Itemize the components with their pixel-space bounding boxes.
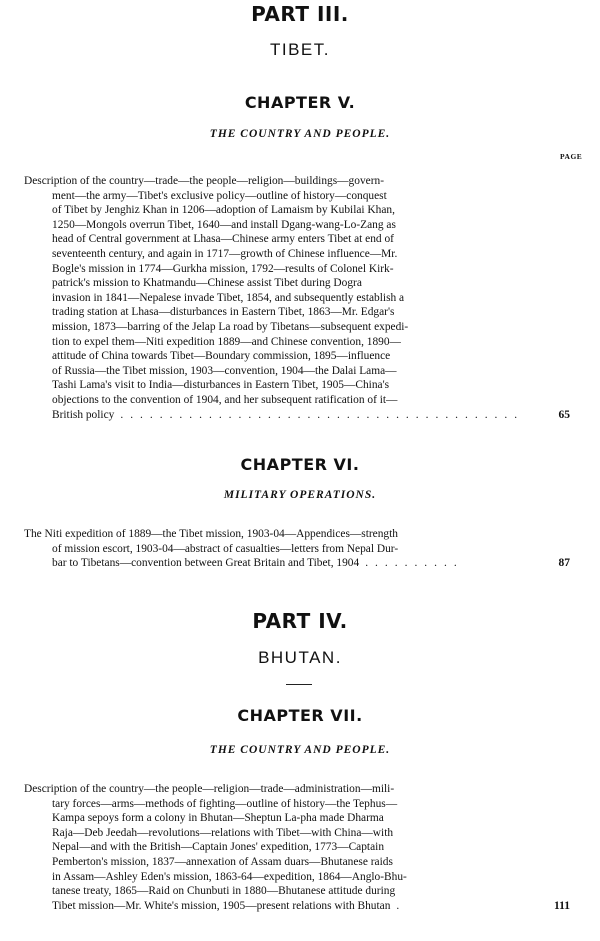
content-line: Tashi Lama's visit to India—disturbances in Eastern Tibet, 1905—China's xyxy=(52,379,390,392)
chapter-vii-contents xyxy=(24,782,570,913)
content-line: patrick's mission to Khatmandu—Chinese assist Tibet during Dogra xyxy=(52,277,362,290)
section-divider xyxy=(286,684,312,685)
chapter-vi-page-number: 87 xyxy=(558,557,570,570)
content-line: 1250—Mongols overrun Tibet, 1640—and install Dgang-wang-Lo-Zang as xyxy=(52,218,396,231)
chapter-v-title: CHAPTER V. xyxy=(244,93,356,112)
content-line: Raja—Deb Jeedah—revolutions—relations with Tibet—with China—with xyxy=(52,826,394,839)
chapter-v-page-number: 65 xyxy=(558,408,570,421)
content-line: in Assam—Ashley Eden's mission, 1863-64—expedition, 1864—Anglo-Bhu- xyxy=(52,870,407,883)
content-line: Kampa sepoys form a colony in Bhutan—Sheptun La-pha made Dharma xyxy=(52,812,384,825)
content-line: tanese treaty, 1865—Raid on Chunbuti in 1880—Bhutanese attitude during xyxy=(52,885,396,898)
content-line: tion to expel them—Niti expedition 1889—and Chinese convention, 1890— xyxy=(52,335,401,348)
chapter-vi-title: CHAPTER VI. xyxy=(240,455,360,474)
content-line: attitude of China towards Tibet—Boundary commission, 1895—influence xyxy=(52,350,391,363)
content-line: mission, 1873—barring of the Jelap La road by Tibetans—subsequent expedi- xyxy=(52,320,409,333)
chapter-vii-subtitle: THE COUNTRY AND PEOPLE. xyxy=(209,744,391,756)
content-line: tary forces—arms—methods of fighting—outline of history—the Tephus— xyxy=(52,797,398,810)
part-iii-title: PART III. xyxy=(251,2,349,26)
bhutan-heading: BHUTAN. xyxy=(258,648,342,667)
content-line: objections to the convention of 1904, and her subsequent ratification of it— xyxy=(52,393,398,406)
content-line: trading station at Lhasa—disturbances in Eastern Tibet, 1863—Mr. Edgar's xyxy=(52,306,395,319)
content-line: Description of the country—the people—religion—trade—administration—mili- xyxy=(24,783,395,795)
chapter-vi-contents xyxy=(24,527,570,571)
chapter-vii-page-number: 111 xyxy=(554,899,570,912)
leader-dots: . xyxy=(396,899,407,912)
content-line: ment—the army—Tibet's exclusive policy—outline of history—conquest xyxy=(52,189,387,202)
chapter-v-subtitle: THE COUNTRY AND PEOPLE. xyxy=(209,128,391,140)
content-line: British policy xyxy=(52,408,115,421)
content-line: bar to Tibetans—convention between Great Britain and Tibet, 1904 xyxy=(52,557,360,570)
content-line: Pemberton's mission, 1837—annexation of Assam duars—Bhutanese raids xyxy=(52,855,393,868)
leader-dots: .......... xyxy=(365,557,464,570)
chapter-v-contents xyxy=(24,174,570,422)
content-line: of mission escort, 1903-04—abstract of casualties—letters from Nepal Dur- xyxy=(52,542,399,555)
tibet-heading: TIBET. xyxy=(269,40,330,59)
content-line: Bogle's mission in 1774—Gurkha mission, 1792—results of Colonel Kirk- xyxy=(52,262,394,275)
content-line: of Russia—the Tibet mission, 1903—convention, 1904—the Dalai Lama— xyxy=(52,364,397,377)
chapter-vii-title: CHAPTER VII. xyxy=(237,706,363,725)
page-column-header: PAGE xyxy=(560,152,583,161)
content-line: head of Central government at Lhasa—Chinese army enters Tibet at end of xyxy=(52,233,394,246)
content-line: Nepal—and with the British—Captain Jones' expedition, 1773—Captain xyxy=(52,841,385,854)
leader-dots: ......................................... xyxy=(120,408,525,421)
part-iv-title: PART IV. xyxy=(252,609,348,633)
content-line: of Tibet by Jenghiz Khan in 1206—adoption of Lamaism by Kubilai Khan, xyxy=(52,204,395,217)
content-line: Tibet mission—Mr. White's mission, 1905—present relations with Bhutan xyxy=(52,899,391,912)
content-line: Description of the country—trade—the people—religion—buildings—govern- xyxy=(24,175,384,187)
content-line: seventeenth century, and again in 1717—growth of Chinese influence—Mr. xyxy=(52,247,398,260)
content-line: The Niti expedition of 1889—the Tibet mission, 1903-04—Appendices—strength xyxy=(24,528,398,540)
chapter-vi-subtitle: MILITARY OPERATIONS. xyxy=(223,489,377,501)
content-line: invasion in 1841—Nepalese invade Tibet, 1854, and subsequently establish a xyxy=(52,291,405,304)
